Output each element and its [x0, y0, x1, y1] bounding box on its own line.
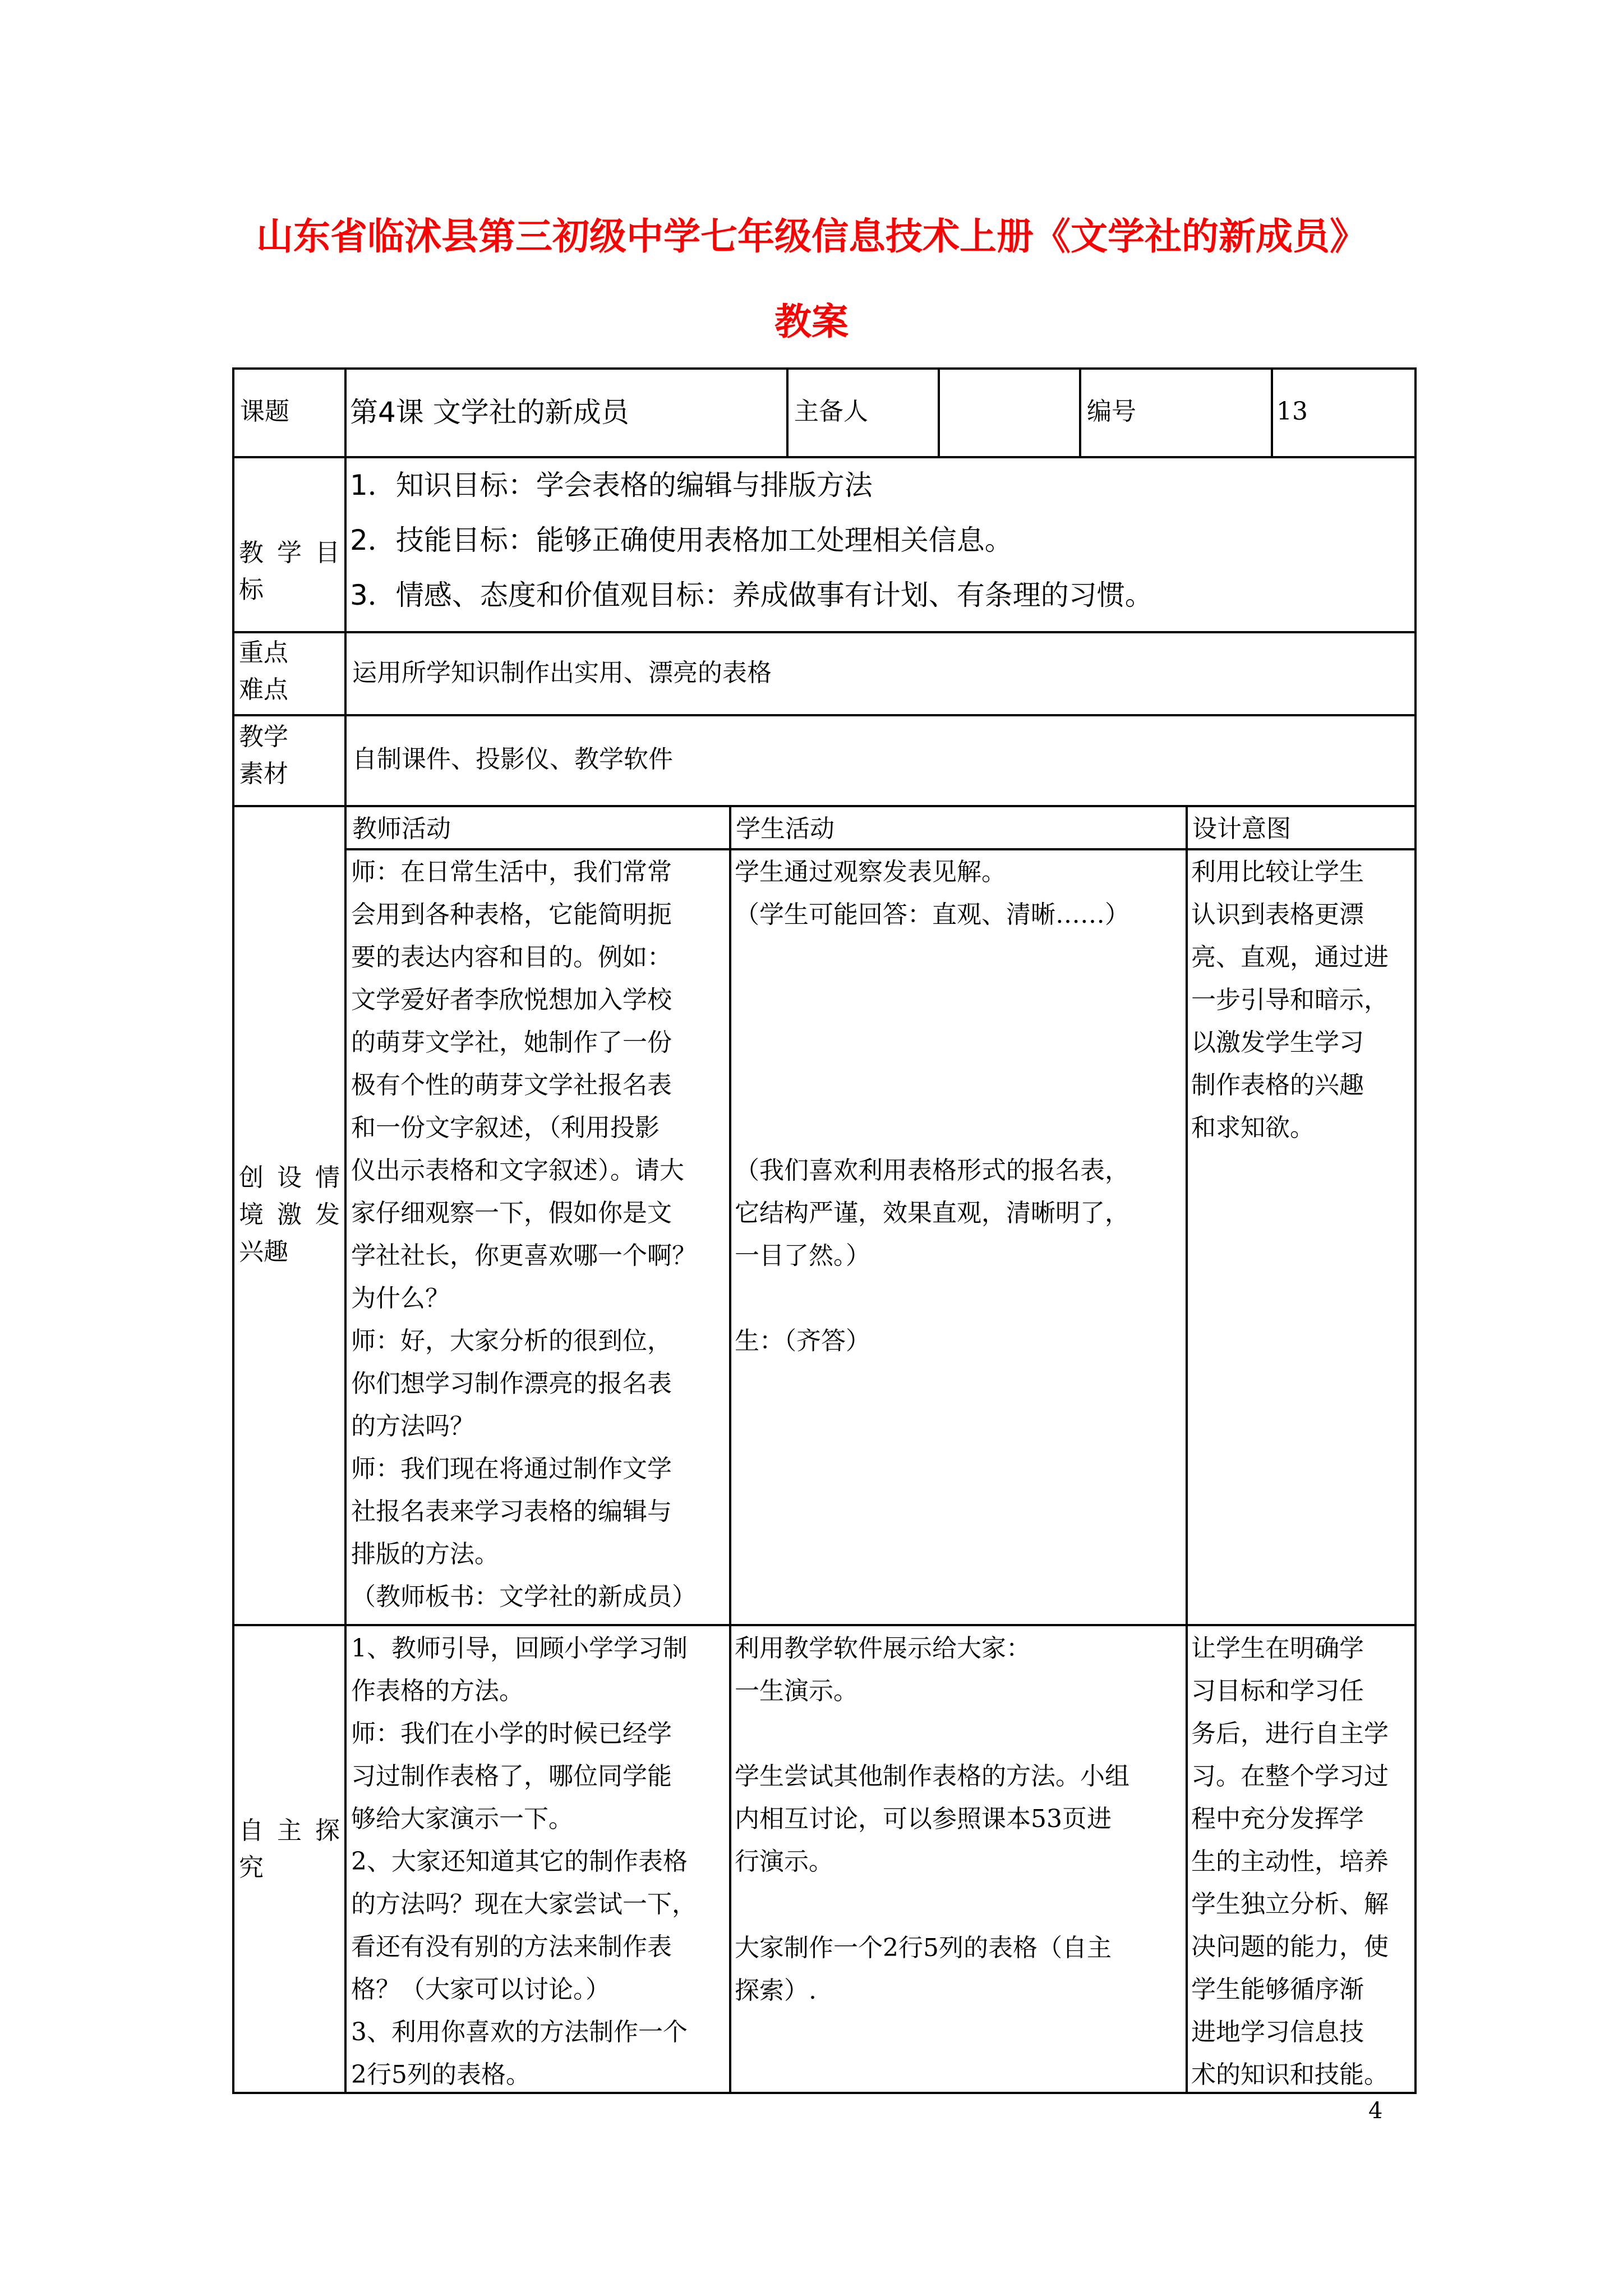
goal-item-3: 3．情感、态度和价值观目标：养成做事有计划、有条理的习惯。	[350, 579, 1153, 611]
number-label: 编号	[1087, 397, 1136, 426]
section2-student-3: 大家制作一个2行5列的表格（自主 探索）.	[735, 1934, 1112, 2005]
section2-student-2: 学生尝试其他制作表格的方法。小组 内相互讨论，可以参照课本53页进 行演示。	[735, 1762, 1129, 1876]
rule	[1414, 367, 1417, 2094]
section1-student-2: （我们喜欢利用表格形式的报名表， 它结构严谨，效果直观，清晰明了， 一目了然。）	[735, 1156, 1129, 1270]
section2-student-1: 利用教学软件展示给大家： 一生演示。	[735, 1634, 1031, 1705]
material-value: 自制课件、投影仪、教学软件	[352, 745, 673, 774]
document-title-line2: 教案	[774, 300, 849, 343]
rule	[232, 1624, 1417, 1626]
section2-design: 让学生在明确学 习目标和学习任 务后，进行自主学 习。在整个学习过 程中充分发挥学 生的主动性，培养 学生独立分析、解 决问题的能力，使 学生能够循序渐 进地学习信息技 术的知识和技能。	[1191, 1634, 1389, 2089]
page-number: 4	[1368, 2098, 1383, 2124]
lesson-plan-table	[232, 367, 1417, 2094]
section1-design: 利用比较让学生 认识到表格更漂 亮、直观，通过进 一步引导和暗示， 以激发学生学习 制作表格的兴趣 和求知欲。	[1191, 858, 1389, 1142]
number-value: 13	[1276, 397, 1308, 426]
rule	[1271, 367, 1273, 457]
rule	[232, 367, 1417, 370]
section1-teacher: 师：在日常生活中，我们常常 会用到各种表格，它能简明扼 要的表达内容和目的。例如： 文学爱好者李欣悦想加入学校 的萌芽文学社，她制作了一份 极有个性的萌芽文学社报名表 和一份文字叙述，（利用投影 仪出示表格和文字叙述）。请大 家仔细观察一下，假如你是文 学社社长，你更喜欢哪一个啊？ 为什么？ 师：好，大家分析的很到位， 你们想学习制作漂亮的报名表 的方法吗？ 师：我们现在将通过制作文学 社报名表来学习表格的编辑与 排版的方法。 （教师板书：文学社的新成员）	[351, 858, 697, 1611]
rule	[938, 367, 940, 457]
key-value: 运用所学知识制作出实用、漂亮的表格	[352, 659, 772, 687]
rule	[344, 848, 1417, 850]
rule	[729, 805, 731, 2094]
section1-label: 创设情 境激发 兴趣	[239, 1163, 340, 1266]
topic-value: 第4课 文学社的新成员	[350, 396, 629, 429]
rule	[232, 456, 1417, 458]
rule	[1079, 367, 1081, 457]
rule	[786, 367, 789, 457]
rule	[344, 367, 347, 2094]
document-title: 山东省临沭县第三初级中学七年级信息技术上册《文学社的新成员》	[256, 215, 1367, 258]
rule	[1186, 805, 1188, 2094]
section1-student-3: 生：（齐答）	[735, 1327, 870, 1355]
header-design: 设计意图	[1192, 815, 1291, 843]
author-label: 主备人	[794, 397, 868, 426]
header-teacher: 教师活动	[352, 815, 451, 843]
rule	[232, 805, 1417, 807]
header-student: 学生活动	[736, 815, 834, 843]
section1-student-1: 学生通过观察发表见解。 （学生可能回答：直观、清晰……）	[735, 858, 1129, 929]
goal-label: 教学目 标	[239, 539, 340, 604]
goal-item-1: 1．知识目标：学会表格的编辑与排版方法	[350, 469, 873, 501]
key-label: 重点 难点	[239, 638, 288, 704]
section2-teacher: 1、教师引导，回顾小学学习制 作表格的方法。 师：我们在小学的时候已经学 习过制作表格了，哪位同学能 够给大家演示一下。 2、大家还知道其它的制作表格 的方法吗？现在大家尝试一下， 看还有没有别的方法来制作表 格？（大家可以讨论。） 3、利用你喜欢的方法制作一个 2行5列的表格。	[351, 1634, 697, 2089]
rule	[232, 367, 234, 2094]
section2-label: 自主探 究	[239, 1816, 340, 1882]
rule	[232, 631, 1417, 633]
material-label: 教学 素材	[239, 723, 288, 788]
topic-label: 课题	[240, 397, 289, 426]
goal-item-2: 2．技能目标：能够正确使用表格加工处理相关信息。	[350, 524, 1013, 556]
rule	[232, 714, 1417, 716]
